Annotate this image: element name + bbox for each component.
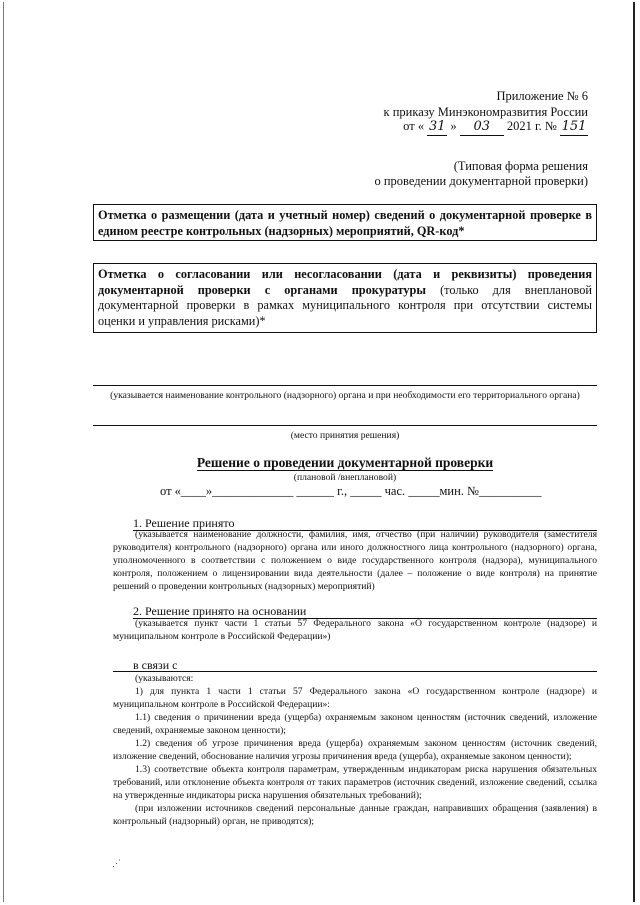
registry-notice-box: Отметка о размещении (дата и учетный номер) сведений о документарной проверке в едином реестре контрольных (надзорных) мероприятий, QR-код* [93,204,597,241]
place-line [93,425,597,426]
form-type-line2: о проведении документарной проверки) [374,174,588,188]
order-date: от « 31 » 03 2021 г. № 151 [403,119,587,134]
decision-title: Решение о проведении документарной проверки [196,455,494,470]
section-2-caption: (указывается пункт части 1 статьи 57 Федерального закона «О государственном контроле (надзоре) и муниципальном контроле в Российской Федерации») [113,618,597,642]
section-1-caption: (указывается наименование должности, фамилия, имя, отчество (при наличии) руководителя (заместителя руководителя) контрольного (надзорного) органа или иного должностного лица контрольного (надзорного) органа, уполномоченного в соответствии с положением о виде государственного контроля (надзора), муниципального контроля, положением о лицензировании вида деятельности (далее – положение о виде контроля) на принятие решений о проведении контрольных (надзорных) мероприятий) [113,529,597,592]
decision-type: (плановой /внеплановой) [293,472,397,483]
authority-caption: (указывается наименование контрольного (надзорного) органа и при необходимости его территориального органа) [110,390,580,401]
section-3-title: в связи с [133,658,178,672]
authority-line [93,385,597,386]
prosecutor-approval-box: Отметка о согласовании или несогласовании (дата и реквизиты) проведения документарной проверки с органами прокуратуры (только для внеплановой документарной проверки в рамках муниципального контроля при отсутствии системы оценки и управления рисками)* [93,263,597,333]
annex-number: Приложение № 6 [496,89,588,103]
decision-date-line: от «____»_____________ ______ г., _____ час. _____мин. №__________ [160,484,542,498]
section-3-body: (указываются: 1) для пункта 1 части 1 статьи 57 Федерального закона «О государственном контроле (надзоре) и муниципальном контроле в Российской Федерации»: 1.1) сведения о причинении вреда (ущерба) охраняемым законом ценностям (источник сведений, изложение сведений, охраняемые законом ценности); 1.2) сведения об угрозе причинения вреда (ущерба) охраняемым законом ценностям (источник сведений, изложение сведений, обоснование наличия угрозы причинения вреда (ущерба), охраняемые законом ценности); 1.3) соответствие объекта контроля параметрам, утвержденным индикаторам риска нарушения обязательных требований, или отклонение объекта контроля от таких параметров (источник сведений, изложение сведений, ссылка на утвержденные индикаторы риска нарушения обязательных требований); (при изложении источников сведений персональные данные граждан, направивших обращения (заявления) в контрольный (надзорный) орган, не приводятся); [113,673,597,827]
form-type-line1: (Типовая форма решения [453,159,588,173]
scan-mark: ⋰ [112,858,121,868]
section-2-title: 2. Решение принято на основании [133,604,307,618]
order-ministry: к приказу Минэкономразвития России [383,105,588,119]
section-1-title: 1. Решение принято [133,516,235,530]
place-caption: (место принятия решения) [290,430,400,441]
